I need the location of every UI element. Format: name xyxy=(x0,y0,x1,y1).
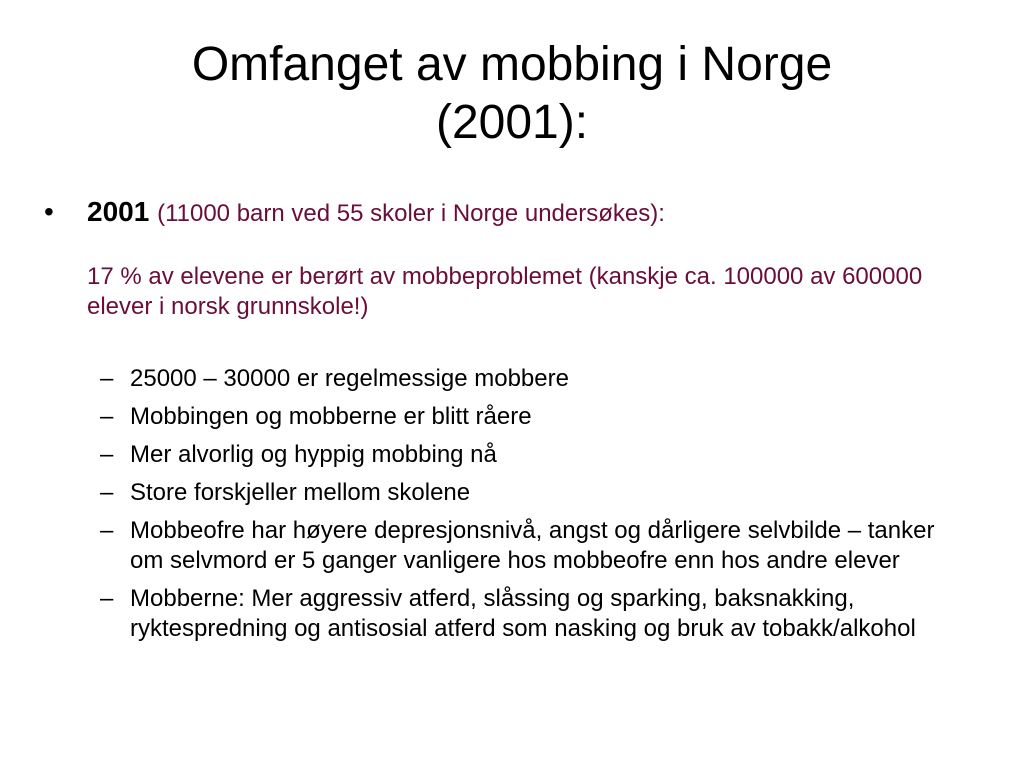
sub-bullet-item xyxy=(100,402,960,432)
dash-icon: – xyxy=(100,441,114,468)
sub-bullet-text: Mobberne: Mer aggressiv atferd, slåssing og sparking, baksnakking, ryktespredning og antisosial atferd som nasking og bruk av tobakk/alkohol xyxy=(130,585,916,642)
sub-bullet-text: Store forskjeller mellom skolene xyxy=(130,479,471,506)
slide-title-line-2: (2001): xyxy=(435,96,589,149)
sub-bullet-item xyxy=(100,516,960,576)
survey-statistic: 17 % av elevene er berørt av mobbeproblemet (kanskje ca. 100000 av 600000 elever i norsk grunnskole!) xyxy=(87,263,923,320)
sub-bullet-list xyxy=(100,364,960,652)
dash-icon: – xyxy=(100,403,114,430)
bullet-dot-icon: • xyxy=(44,196,54,227)
dash-icon: – xyxy=(100,479,114,506)
sub-bullet-text: Mer alvorlig og hyppig mobbing nå xyxy=(130,441,497,468)
dash-icon: – xyxy=(100,365,114,392)
dash-icon: – xyxy=(100,585,114,612)
sub-bullet-item xyxy=(100,584,960,644)
sub-bullet-item xyxy=(100,364,960,394)
sub-bullet-text: Mobbeofre har høyere depresjonsnivå, angst og dårligere selvbilde – tanker om selvmord er 5 ganger vanligere hos mobbeofre enn hos andre elever xyxy=(130,517,935,574)
sub-bullet-item xyxy=(100,478,960,508)
main-bullet-body xyxy=(87,196,957,322)
survey-note: (11000 barn ved 55 skoler i Norge undersøkes): xyxy=(157,200,665,227)
slide-title-line-1: Omfanget av mobbing i Norge xyxy=(191,38,833,91)
survey-year: 2001 xyxy=(87,196,150,227)
sub-bullet-text: 25000 – 30000 er regelmessige mobbere xyxy=(130,365,569,392)
sub-bullet-text: Mobbingen og mobberne er blitt råere xyxy=(130,403,532,430)
sub-bullet-item xyxy=(100,440,960,470)
dash-icon: – xyxy=(100,517,114,544)
main-bullet-lead xyxy=(87,196,957,230)
slide-title xyxy=(60,36,964,152)
